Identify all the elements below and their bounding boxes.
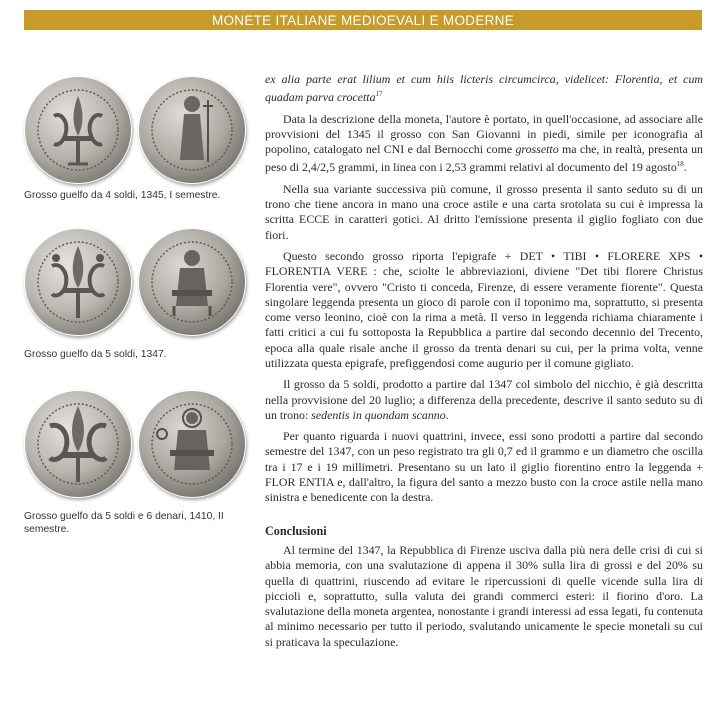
- coin-pair-2: [24, 228, 246, 336]
- coin-obverse-lily-image: [24, 228, 132, 336]
- page-header-title: MONETE ITALIANE MEDIOEVALI E MODERNE: [211, 12, 515, 28]
- intro-quote: [265, 72, 703, 106]
- section-title-conclusioni: Conclusioni: [265, 523, 327, 538]
- coin-reverse-saint-seated-image: [138, 228, 246, 336]
- coin-caption-2: Grosso guelfo da 5 soldi, 1347.: [24, 349, 167, 360]
- coin-caption-1: Grosso guelfo da 4 soldi, 1345, I semestre.: [24, 190, 221, 201]
- footnote-ref-18: 18: [676, 160, 684, 169]
- paragraph-2: Nella sua variante successiva più comune, il grosso presenta il santo seduto su di un trono che tiene ancora in mano una croce astile e una carta srotolata su cui è impressa la scritta ECCE in caratteri gotici. Al dritto l'emissione presenta il giglio fogliato con due fiori.: [265, 181, 703, 242]
- paragraph-1: Data la descrizione della moneta, l'autore è portato, in quell'occasione, ad associare alle provvisioni del 1345 il grosso con San Giovanni in piedi, simile per iconografia al popolino, catalogato nel CNI e dal Bernocchi come grossetto ma che, in realtà, presenta un peso di 2,4/2,5 grammi, in linea con i 2,53 grammi relativi al documento del 19 agosto$^{18}$.: [265, 111, 703, 175]
- footnote-ref-17: 17: [375, 90, 383, 99]
- coin-obverse-lily-image: [24, 390, 132, 498]
- paragraph-6: Al termine del 1347, la Repubblica di Firenze usciva dalla più nera delle crisi di cui si abbia memoria, con una svalutazione di appena il 30% sulla lira di grossi e del 20% su quella di quattrini, riuscendo ad evitare le ripercussioni di quelle vicende sulla lira di piccioli e, soprattutto, sulla valuta dei grandi commerci esteri: il fiorino d'oro. La svalutazione della moneta argentea, nonostante i grandi interessi ad essa legati, fu contenuta al minimo necessario per tutto il periodo, svalutando unicamente le specie monetali su cui si praticava la speculazione.: [265, 542, 703, 649]
- coin-caption-3: Grosso guelfo da 5 soldi e 6 denari, 1410, II semestre.: [24, 511, 224, 535]
- coin-obverse-lily-image: [24, 76, 132, 184]
- paragraph-3: Questo secondo grosso riporta l'epigrafe + DET • TIBI • FLORERE XPS • FLORENTIA VERE : che, sciolte le abbreviazioni, diviene "Det tibi florere Christus Florentia vere", ovvero "Cristo ti conceda, Firenze, di essere veramente fiorente". Questa singolare leggenda presenta un gioco di parole con il toponimo ma, soprattutto, si presenta come verso leonino, cioè con la rima a metà. Il verso in leggenda richiama chiaramente i fatti critici a cui fu sottoposta la Repubblica a partire dal secondo decennio del Trecento, epoca alla quale risale anche il grosso da trenta denari su cui, per la prima volta, venne utilizzata questa epigrafe, prefiggendosi come augurio per il comune gigliato.: [265, 248, 703, 370]
- coin-pair-3: [24, 390, 246, 498]
- intro-quote-text: ex alia parte erat lilium et cum hiis licteris circumcirca, videlicet: Florentia, et cum quadam parva crocetta: [265, 72, 703, 105]
- coin-reverse-saint-enthroned-image: [138, 390, 246, 498]
- header-band: [24, 10, 702, 30]
- coin-pair-1: [24, 76, 246, 184]
- paragraph-4: Il grosso da 5 soldi, prodotto a partire dal 1347 col simbolo del nicchio, è già descritta nella provvisione del 20 luglio; a differenza della precedente, descrive il santo seduto su di un trono: sedentis in quondam scanno.: [265, 377, 703, 422]
- coin-reverse-saint-standing-image: [138, 76, 246, 184]
- article-body: [265, 72, 703, 656]
- paragraph-5: Per quanto riguarda i nuovi quattrini, invece, essi sono prodotti a partire dal secondo semestre del 1347, con un peso registrato tra gli 0,7 ed il grammo e un diametro che oscilla tra i 17 e i 19 millimetri. Presentano su un lato il giglio fiorentino entro la leggenda + FLOR ENTIA e, dall'altro, la figura del santo a mezzo busto con la croce astile nella mano sinistra e benedicente con la destra.: [265, 429, 703, 505]
